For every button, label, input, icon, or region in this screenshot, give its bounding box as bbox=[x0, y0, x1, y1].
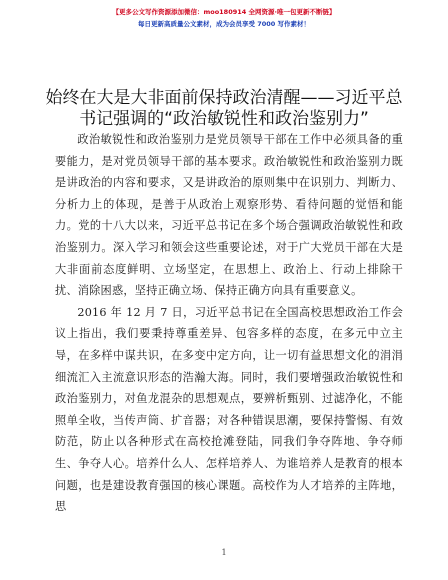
promo-banner-line-1: 【更多公文写作资源添加微信：moo180914 全网资源·唯一包更新不断链】 bbox=[112, 8, 336, 16]
promo-banner-line-2: 每日更新高质量公文素材，成为会员享受 7000 写作素材！ bbox=[137, 20, 311, 28]
document-title: 始终在大是大非面前保持政治清醒——习近平总书记强调的“政治敏锐性和政治鉴别力” bbox=[45, 88, 403, 129]
document-body bbox=[55, 129, 403, 518]
promo-banner bbox=[0, 6, 448, 30]
page-number: 1 bbox=[221, 548, 227, 557]
body-paragraph: 2016 年 12 月 7 日，习近平总书记在全国高校思想政治工作会议上指出，我们要秉持尊重差异、包容多样的态度，在多元中立主导，在多样中谋共识，在多变中定方向，让一切有益思想文化的涓涓细流汇入主流意识形态的浩瀚大海。同时，我们要增强政治敏锐性和政治鉴别力，对鱼龙混杂的思想观点，要辨析甄别、过滤净化，不能照单全收，当传声筒、扩音器；对各种错误思潮，要保持警惕、有效防范，防止以各种形式在高校抢滩登陆，同我们争夺阵地、争夺师生、争夺人心。培养什么人、怎样培养人、为谁培养人是教育的根本问题，也是建设教育强国的核心课题。高校作为人才培养的主阵地，思 bbox=[55, 305, 403, 514]
body-paragraph: 政治敏锐性和政治鉴别力是党员领导干部在工作中必须具备的重要能力，是对党员领导干部的基本要求。政治敏锐性和政治鉴别力既是讲政治的内容和要求，又是讲政治的原则集中在识别力、判断力、分析力上的体现，是善于从政治上观察形势、看待问题的觉悟和能力。党的十八大以来，习近平总书记在多个场合强调政治敏锐性和政治鉴别力。深入学习和领会这些重要论述，对于广大党员干部在大是大非面前态度鲜明、立场坚定，在思想上、政治上、行动上排除干扰、消除困惑，坚持正确立场、保持正确方向具有重要意义。 bbox=[55, 133, 403, 298]
